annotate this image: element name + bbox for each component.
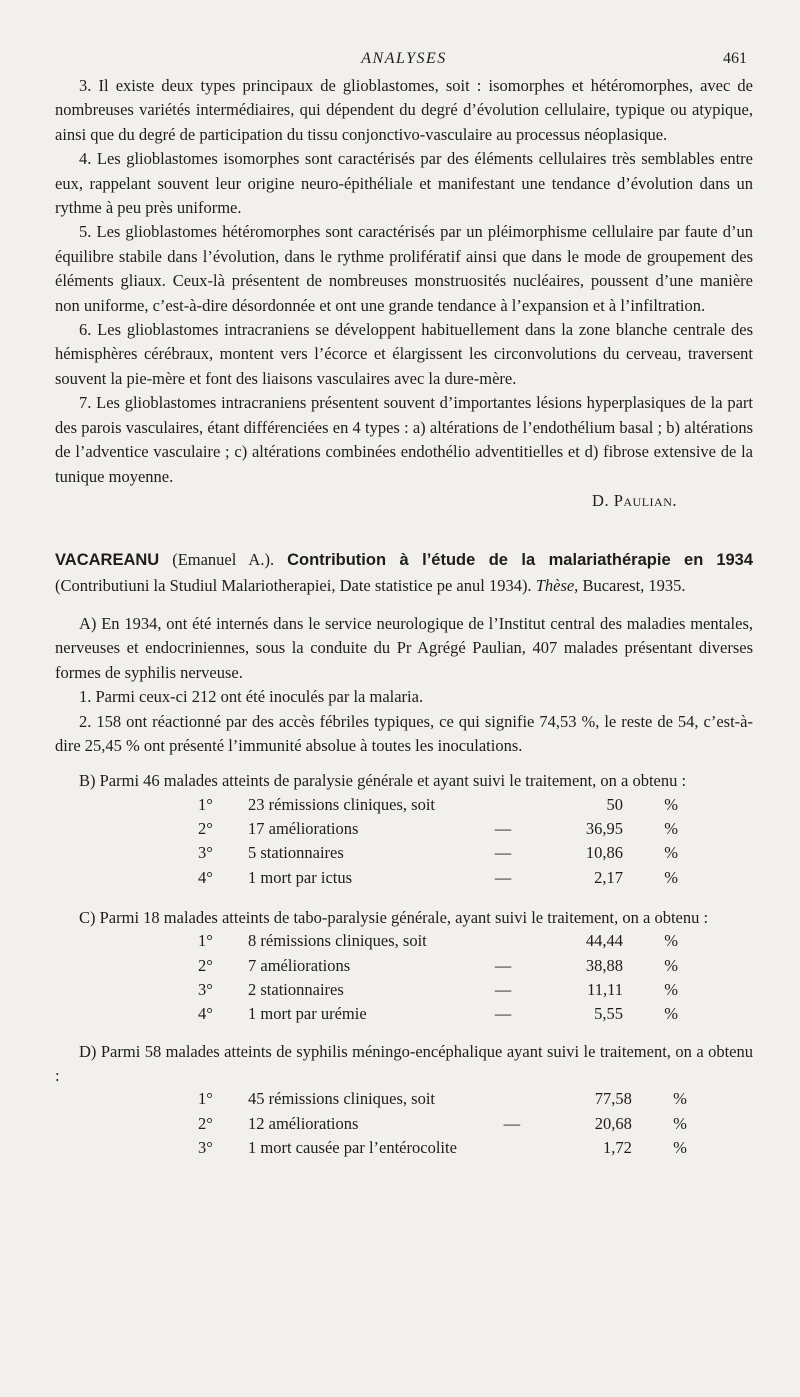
row-label: 5 stationnaires <box>248 843 344 863</box>
thesis-place: Bucarest, 1935. <box>582 575 686 595</box>
row-number: 4° <box>198 1004 213 1024</box>
review-year: 1934 <box>716 550 754 569</box>
row-dash: — <box>494 843 512 863</box>
row-label: 23 rémissions cliniques, soit <box>248 794 435 814</box>
section-a-paragraph: A) En 1934, ont été internés dans le service neurologique de l’Institut central des maladies mentales, nerveuses et endocriniennes, sous la conduite du Pr Agrégé Paulian, 407 malades présentant diverses formes de syphilis nerveuse. <box>55 613 753 682</box>
table-row <box>198 868 678 892</box>
page <box>55 44 753 1162</box>
table-row <box>198 819 678 843</box>
table-row <box>198 795 678 819</box>
author-given-name: (Emanuel A.). <box>172 549 275 569</box>
original-title: (Contributiuni la Studiul Malariotherapiei, Date statistice pe anul 1934). <box>55 575 532 595</box>
row-dash <box>457 1089 567 1113</box>
row-percent-sign: % <box>664 955 678 975</box>
row-dash: — <box>494 819 512 839</box>
row-percentage: 5,55 <box>594 1004 623 1024</box>
row-label: 45 rémissions cliniques, soit <box>248 1089 435 1109</box>
table-row <box>198 843 678 867</box>
row-label: 8 rémissions cliniques, soit <box>248 931 427 951</box>
row-percent-sign: % <box>664 843 678 863</box>
row-percent-sign: % <box>664 979 678 999</box>
page-header <box>55 44 753 74</box>
row-number: 3° <box>198 1137 213 1157</box>
row-percentage: 50 <box>606 794 623 814</box>
row-dash <box>457 1138 567 1162</box>
section-c-intro: C) Parmi 18 malades atteints de tabo-paralysie générale, ayant suivi le traitement, on a obtenu : <box>79 907 709 927</box>
row-dash: — <box>503 1113 521 1133</box>
row-label: 12 améliorations <box>248 1113 359 1133</box>
review-heading <box>55 547 753 598</box>
table-row <box>198 1114 687 1138</box>
row-number: 2° <box>198 819 213 839</box>
row-percentage: 1,72 <box>603 1137 632 1157</box>
row-label: 1 mort par urémie <box>248 1004 367 1024</box>
paragraph-point-5: 5. Les glioblastomes hétéromorphes sont caractérisés par un pléimorphisme cellulaire par faute d’un équilibre stabile dans l’évolution, dans le rythme prolifératif ainsi que dans le mode de groupement des éléments gliaux. Ceux-là présentent de nombreuses monstruosités nucléaires, poussent d’une manière non uniforme, c’est-à-dire désordonnée et ont une grande tendance à l’expansion et à l’infiltration. <box>55 222 753 315</box>
table-row <box>198 1004 678 1028</box>
row-dash: — <box>494 1004 512 1024</box>
row-label: 1 mort causée par l’entérocolite <box>248 1137 457 1157</box>
running-title: ANALYSES <box>361 50 447 67</box>
paragraph-point-6: 6. Les glioblastomes intracraniens se développent habituellement dans la zone blanche centrale des hémisphères cérébraux, montent vers l’écorce et élargissent les circonvolutions du cerveau, traversent souvent la pie-mère et font des liaisons vasculaires avec la dure-mère. <box>55 320 753 388</box>
row-dash <box>448 795 558 819</box>
table-row <box>198 956 678 980</box>
row-number: 1° <box>198 931 213 951</box>
row-percentage: 36,95 <box>585 819 623 839</box>
row-number: 2° <box>198 955 213 975</box>
table-row <box>198 931 678 955</box>
row-dash: — <box>494 955 512 975</box>
row-percent-sign: % <box>664 794 678 814</box>
row-number: 2° <box>198 1113 213 1133</box>
thesis-label: Thèse, <box>535 575 579 595</box>
point-1-paragraph: 1. Parmi ceux-ci 212 ont été inoculés par la malaria. <box>79 687 424 707</box>
row-percentage: 10,86 <box>585 843 623 863</box>
row-percent-sign: % <box>673 1089 687 1109</box>
section-b-intro: B) Parmi 46 malades atteints de paralysie générale et ayant suivi le traitement, on a obtenu : <box>79 771 687 791</box>
previous-review-continuation <box>55 74 753 513</box>
table-row <box>198 1089 687 1113</box>
row-dash: — <box>494 867 512 887</box>
table-row <box>198 980 678 1004</box>
row-percentage: 44,44 <box>585 931 623 951</box>
row-percentage: 20,68 <box>594 1113 632 1133</box>
review-title: Contribution à l’étude de la malariathérapie en <box>287 550 704 569</box>
review-entry <box>55 547 753 1162</box>
row-percent-sign: % <box>664 867 678 887</box>
row-dash <box>448 931 558 955</box>
row-percentage: 38,88 <box>585 955 623 975</box>
reviewer-signature: D. Paulian. <box>592 490 677 510</box>
section-c-table <box>198 931 678 1028</box>
row-percent-sign: % <box>664 819 678 839</box>
row-percent-sign: % <box>673 1113 687 1133</box>
paragraph-point-3: 3. Il existe deux types principaux de glioblastomes, soit : isomorphes et hétéromorphes, avec de nombreuses variétés intermédiaires, qui dépendent du degré d’évolution cellulaire, typique ou atypique, ainsi que du degré de participation du tissu conjonctivo-vasculaire au processus néoplasique. <box>55 76 753 144</box>
row-percentage: 11,11 <box>587 979 623 999</box>
row-dash: — <box>494 979 512 999</box>
author-surname: VACAREANU <box>55 550 160 569</box>
row-number: 1° <box>198 1089 213 1109</box>
row-percent-sign: % <box>664 931 678 951</box>
row-label: 7 améliorations <box>248 955 351 975</box>
row-label: 1 mort par ictus <box>248 867 353 887</box>
row-number: 3° <box>198 979 213 999</box>
table-row <box>198 1138 687 1162</box>
row-percentage: 2,17 <box>594 867 623 887</box>
row-percentage: 77,58 <box>594 1089 632 1109</box>
row-label: 2 stationnaires <box>248 979 344 999</box>
row-label: 17 améliorations <box>248 819 359 839</box>
page-number: 461 <box>723 50 747 67</box>
point-2-paragraph: 2. 158 ont réactionné par des accès fébriles typiques, ce qui signifie 74,53 %, le reste de 54, c’est-à-dire 25,45 % ont présenté l’immunité absolue à toutes les inoculations. <box>55 711 753 755</box>
row-percent-sign: % <box>664 1004 678 1024</box>
row-number: 1° <box>198 794 213 814</box>
paragraph-point-7: 7. Les glioblastomes intracraniens présentent souvent d’importantes lésions hyperplasiques de la part des parois vasculaires, étant différenciées en 4 types : a) altérations de l’endothélium basal ; b) altérations de l’adventice vasculaire ; c) altérations combinées endothélio adventitielles et d) fibrose extensive de la tunique moyenne. <box>55 393 753 486</box>
row-number: 4° <box>198 867 213 887</box>
row-percent-sign: % <box>673 1137 687 1157</box>
section-d-table <box>198 1089 687 1162</box>
section-d-intro: D) Parmi 58 malades atteints de syphilis méningo-encéphalique ayant suivi le traitement, on a obtenu : <box>55 1041 753 1085</box>
row-number: 3° <box>198 843 213 863</box>
paragraph-point-4: 4. Les glioblastomes isomorphes sont caractérisés par des éléments cellulaires très semblables entre eux, rappelant souvent leur origine neuro-épithéliale et manifestant une tendance d’évolution dans un rythme à peu près uniforme. <box>55 149 753 218</box>
section-b-table <box>198 795 678 892</box>
